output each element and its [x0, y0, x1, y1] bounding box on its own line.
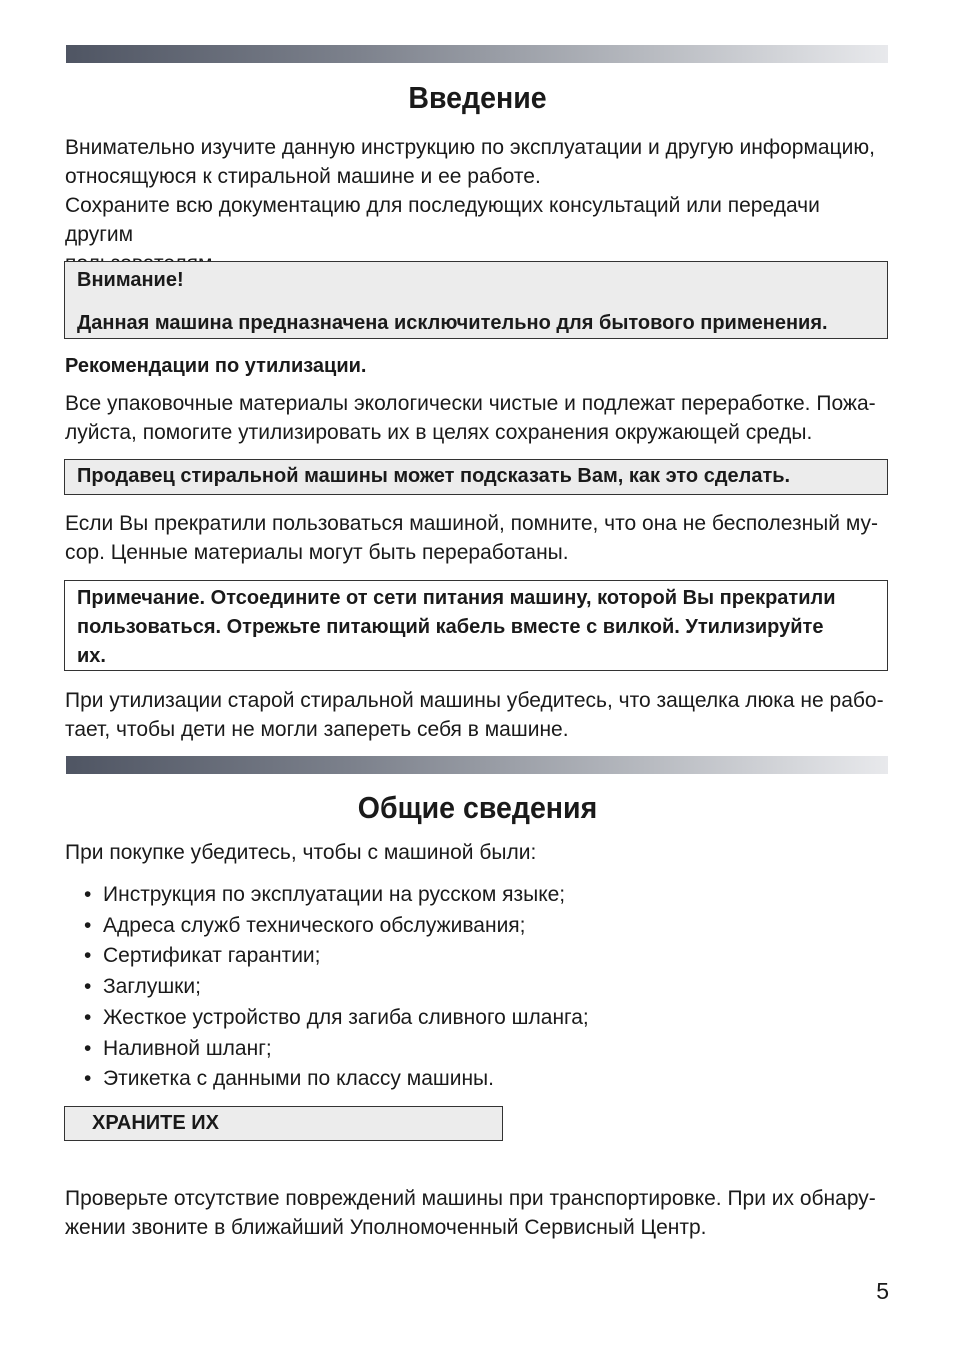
text-line: тает, чтобы дети не могли запереть себя в машине. — [65, 718, 569, 741]
list-item: • Заглушки; — [84, 972, 589, 1003]
section-divider-bar — [66, 756, 888, 774]
note-line: Примечание. Отсоедините от сети питания машину, которой Вы прекратили — [77, 587, 836, 609]
section-divider-bar — [66, 45, 888, 63]
note-line: их. — [77, 645, 106, 667]
included-items-list — [84, 880, 589, 1095]
text-line: Внимательно изучите данную инструкцию по эксплуатации и другую информацию, — [65, 136, 875, 159]
recycling-heading: Рекомендации по утилизации. — [65, 355, 367, 377]
list-item: • Жесткое устройство для загиба сливного шланга; — [84, 1003, 589, 1034]
list-item: • Адреса служб технического обслуживания; — [84, 911, 589, 942]
section-title-introduction: Введение — [408, 80, 547, 115]
text-line: При утилизации старой стиральной машины убедитесь, что защелка люка не рабо- — [65, 689, 884, 712]
page-number: 5 — [876, 1278, 889, 1304]
reuse-paragraph — [65, 509, 889, 567]
list-item: • Инструкция по эксплуатации на русском языке; — [84, 880, 589, 911]
list-item: • Наливной шланг; — [84, 1034, 589, 1065]
purchase-intro: При покупке убедитесь, чтобы с машиной были: — [65, 841, 537, 864]
door-latch-paragraph — [65, 686, 889, 744]
seller-note-box — [64, 459, 888, 495]
text-line: Сохраните всю документацию для последующих консультаций или передачи другим — [65, 194, 820, 246]
section-title-general-info: Общие сведения — [357, 790, 598, 825]
recycling-paragraph — [65, 389, 889, 447]
warning-title: Внимание! — [77, 269, 184, 291]
list-item: • Сертификат гарантии; — [84, 941, 589, 972]
text-line: Все упаковочные материалы экологически чистые и подлежат переработке. Пожа- — [65, 392, 876, 415]
transport-damage-paragraph — [65, 1184, 889, 1242]
note-line: пользоваться. Отрежьте питающий кабель вместе с вилкой. Утилизируйте — [77, 616, 824, 638]
seller-note-text: Продавец стиральной машины может подсказать Вам, как это сделать. — [77, 465, 791, 487]
text-line: Если Вы прекратили пользоваться машиной, помните, что она не бесполезный му- — [65, 512, 879, 535]
text-line: луйста, помогите утилизировать их в целях сохранения окружающей среды. — [65, 421, 813, 444]
warning-box — [64, 261, 888, 339]
keep-them-label: ХРАНИТЕ ИХ — [92, 1112, 220, 1134]
intro-paragraph — [65, 133, 889, 278]
note-box — [64, 580, 888, 671]
keep-them-box — [64, 1106, 503, 1141]
text-line: жении звоните в ближайший Уполномоченный Сервисный Центр. — [65, 1216, 707, 1239]
text-line: сор. Ценные материалы могут быть переработаны. — [65, 541, 569, 564]
list-item: • Этикетка с данными по классу машины. — [84, 1064, 589, 1095]
text-line: относящуюся к стиральной машине и ее работе. — [65, 165, 541, 188]
text-line: Проверьте отсутствие повреждений машины при транспортировке. При их обнару- — [65, 1187, 876, 1210]
warning-text: Данная машина предназначена исключительно для бытового применения. — [77, 312, 828, 334]
